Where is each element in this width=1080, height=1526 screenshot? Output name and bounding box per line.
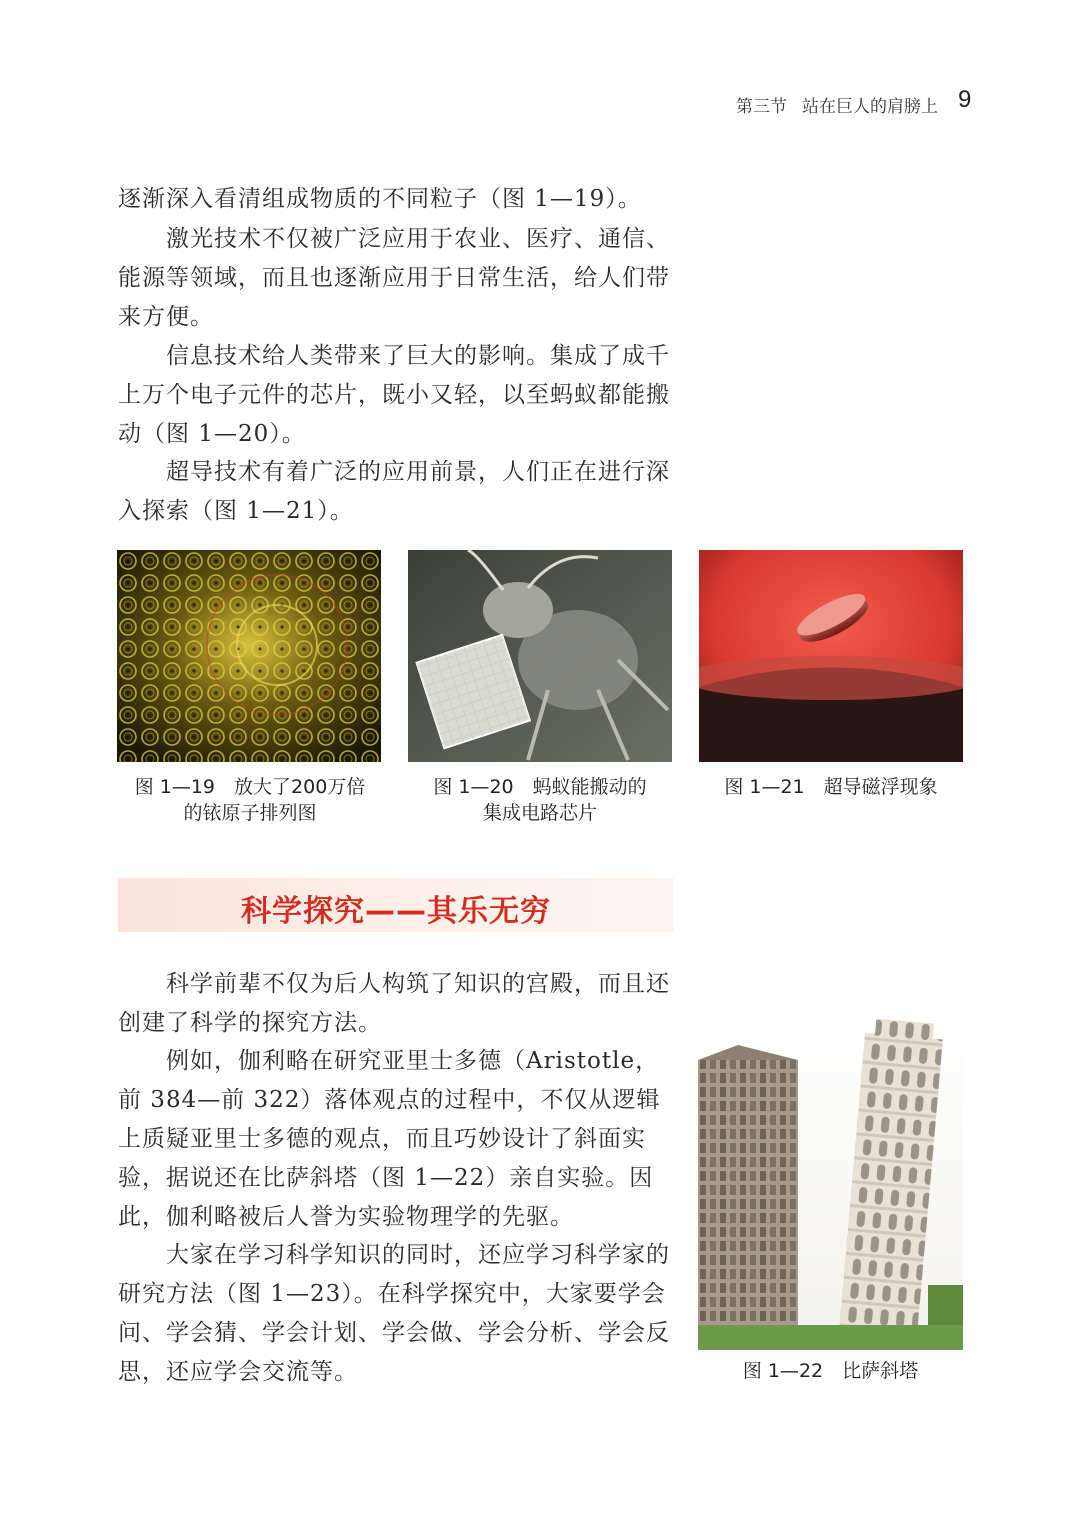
figure-pisa-tower (698, 1015, 963, 1350)
paragraph-2: 激光技术不仅被广泛应用于农业、医疗、通信、能源等领域，而且也逐渐应用于日常生活，给人们带来方便。 (118, 226, 670, 330)
paragraph-3: 信息技术给人类带来了巨大的影响。集成了成千上万个电子元件的芯片，既小又轻，以至蚂蚁都能搬动（图 1—20）。 (118, 343, 670, 447)
caption-text: 比萨斜塔 (842, 1360, 919, 1382)
iridium-pattern-image (117, 550, 381, 762)
caption-label: 图 1—22 (742, 1360, 824, 1382)
caption-label: 图 1—21 (724, 776, 805, 798)
paragraph-5: 科学前辈不仅为后人构筑了知识的宫殿，而且还创建了科学的探究方法。 (118, 971, 670, 1036)
section-title: 科学探究——其乐无穷 (241, 894, 551, 929)
figure-iridium-atoms (117, 550, 381, 762)
section-banner (118, 878, 674, 932)
paragraph-7: 大家在学习科学知识的同时，还应学习科学家的研究方法（图 1—23）。在科学探究中，大家要学会问、学会猜、学会计划、学会做、学会分析、学会反思，还应学会交流等。 (118, 1242, 670, 1385)
caption-fig-1-19 (118, 774, 382, 826)
caption-text: 放大了200万倍 (234, 776, 366, 798)
figure-ant-chip (408, 550, 672, 762)
caption-fig-1-21 (699, 774, 963, 800)
page-header (736, 88, 986, 118)
caption-label: 图 1—19 (134, 776, 216, 798)
caption-text: 的铱原子排列图 (183, 802, 317, 824)
caption-text: 蚂蚁能搬动的 (532, 776, 647, 798)
caption-text: 超导磁浮现象 (823, 776, 938, 798)
page-number: 9 (958, 86, 972, 113)
maglev-image (699, 550, 963, 762)
header-title: 站在巨人的肩膀上 (802, 97, 938, 117)
caption-fig-1-22 (698, 1358, 963, 1384)
ant-chip-image (408, 550, 672, 762)
caption-fig-1-20 (408, 774, 672, 826)
pisa-tower-image (698, 1015, 963, 1350)
paragraph-6: 例如，伽利略在研究亚里士多德（Aristotle，前 384—前 322）落体观点的过程中，不仅从逻辑上质疑亚里士多德的观点，而且巧妙设计了斜面实验，据说还在比萨斜塔（图 1—22）亲自实验。因此，伽利略被后人誉为实验物理学的先驱。 (118, 1048, 661, 1230)
figure-maglev (699, 550, 963, 762)
header-section: 第三节 (736, 97, 787, 117)
paragraph-4: 超导技术有着广泛的应用前景，人们正在进行深入探索（图 1—21）。 (118, 459, 670, 524)
caption-label: 图 1—20 (433, 776, 514, 798)
caption-text: 集成电路芯片 (482, 802, 597, 824)
paragraph-1: 逐渐深入看清组成物质的不同粒子（图 1—19）。 (118, 186, 642, 212)
